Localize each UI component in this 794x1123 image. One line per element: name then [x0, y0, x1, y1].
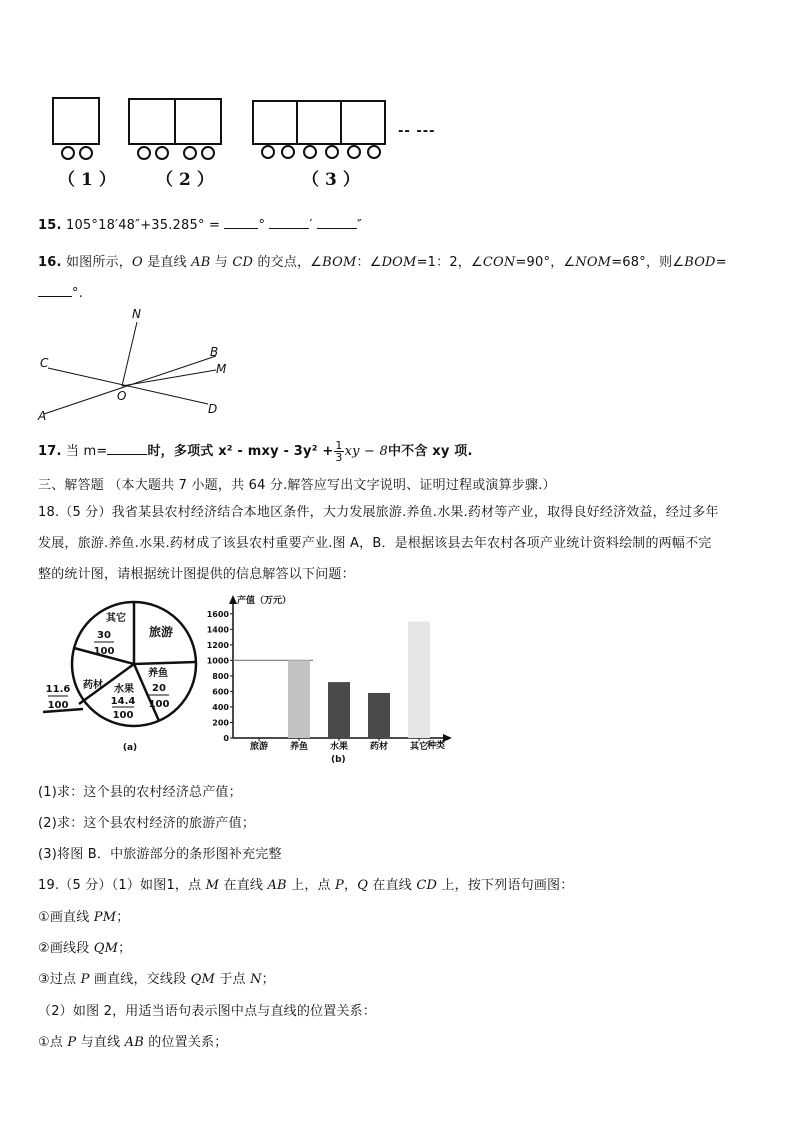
- q19-step-3: [38, 968, 275, 987]
- pie-value-herb-num: 11.6: [45, 684, 71, 695]
- label-B: B: [210, 345, 219, 359]
- label-N: N: [132, 307, 141, 321]
- question-number: 16.: [38, 255, 62, 270]
- question-19: [38, 874, 573, 893]
- bar-chart: [205, 592, 460, 767]
- question-number: 17.: [38, 444, 62, 459]
- answer-blank[interactable]: [224, 216, 258, 229]
- q19-part-2: （2）如图 2，用适当语句表示图中点与直线的位置关系：: [38, 1004, 377, 1019]
- q19-text: ，: [344, 878, 358, 893]
- step-text: 与直线: [76, 1035, 125, 1050]
- pie-value-herb-den: 100: [47, 700, 69, 711]
- step-text: 的位置关系；: [143, 1035, 228, 1050]
- wheel: [202, 147, 214, 159]
- q17-text: 当 m=: [65, 444, 108, 459]
- cart-label-2: （2）: [156, 170, 220, 190]
- angle-BOD: BOD: [684, 255, 716, 270]
- step-text: ①点: [38, 1035, 68, 1050]
- fraction-numerator: 1: [335, 439, 343, 452]
- wheel: [138, 147, 150, 159]
- angle-NOM: NOM: [575, 255, 612, 270]
- y-tick-label: 400: [212, 702, 229, 712]
- wheel: [348, 146, 360, 158]
- wheel: [282, 146, 294, 158]
- q18-line-2: 发展，旅游.养鱼.水果.药材成了该县农村重要产业.图 A，B．是根据该县去年农村各项产业统计资料绘制的两幅不完: [38, 536, 712, 551]
- y-tick-label: 200: [212, 718, 229, 728]
- cart-2-box: [175, 99, 221, 144]
- q19-step-2: [38, 937, 131, 956]
- x-tick-label: 水果: [329, 742, 349, 752]
- question-16: [38, 251, 727, 270]
- q18-sub-2: (2)求：这个县农村经济的旅游产值；: [38, 816, 256, 831]
- x-axis-label: 种类: [427, 741, 446, 751]
- q15-expression: 105°18′48″+35.285° =: [65, 218, 221, 233]
- q18-sub-1: (1)求：这个县的农村经济总产值；: [38, 785, 242, 800]
- wheel: [156, 147, 168, 159]
- wheel: [80, 147, 92, 159]
- q19-text: 在直线: [368, 878, 417, 893]
- wheel: [62, 147, 74, 159]
- x-tick-label: 其它: [409, 742, 429, 752]
- q16-text: 如图所示，: [65, 255, 132, 270]
- q18-sub-3: (3)将图 B．中旅游部分的条形图补充完整: [38, 847, 282, 862]
- pie-label-other: 其它: [106, 613, 126, 624]
- cart-2-box: [129, 99, 175, 144]
- line-AB: AB: [124, 1035, 144, 1050]
- cart-3-box: [297, 101, 341, 144]
- bar-chart-caption: (b): [331, 755, 346, 765]
- q16-tail: °.: [72, 286, 84, 301]
- angle-figure: [30, 300, 250, 425]
- cart-3-box: [253, 101, 297, 144]
- answer-blank[interactable]: [269, 216, 309, 229]
- pie-label-tourism: 旅游: [148, 625, 174, 639]
- point-P: P: [80, 972, 90, 987]
- pie-label-fruit: 水果: [114, 684, 134, 695]
- cart-label-1: （1）: [58, 170, 122, 190]
- pie-value-fish-den: 100: [148, 699, 170, 710]
- q19-text: 在直线: [219, 878, 268, 893]
- line-PM: PM: [93, 910, 117, 925]
- q16-text: 的交点，∠: [253, 255, 323, 270]
- y-tick-label: 600: [212, 687, 229, 697]
- point-P: P: [67, 1035, 77, 1050]
- line-AB: AB: [267, 878, 287, 893]
- y-tick-label: 0: [223, 734, 229, 743]
- step-text: ；: [261, 972, 275, 987]
- x-tick-label: 旅游: [249, 742, 269, 752]
- angle-BOM: BOM: [322, 255, 357, 270]
- q18-line-1: 18.（5 分）我省某县农村经济结合本地区条件，大力发展旅游.养鱼.水果.药材等产业，取得良好经济效益，经过多年: [38, 505, 719, 520]
- bar-1: [288, 660, 310, 738]
- angle-DOM: DOM: [381, 255, 417, 270]
- answer-blank[interactable]: [38, 284, 72, 297]
- bar-4: [408, 622, 430, 738]
- q19-text: 上，点: [286, 878, 336, 893]
- point-O: O: [132, 255, 143, 270]
- q19-step-1: [38, 906, 129, 925]
- pie-value-other-den: 100: [93, 646, 115, 657]
- pie-label-herb: 药材: [83, 680, 103, 691]
- question-17: [38, 440, 473, 464]
- line-AB: AB: [191, 255, 211, 270]
- y-tick-label: 1400: [206, 625, 229, 635]
- cart-3-box: [341, 101, 385, 144]
- ray-OM: [122, 370, 216, 386]
- label-A: A: [38, 409, 47, 423]
- point-P: P: [335, 878, 344, 893]
- label-M: M: [216, 362, 227, 376]
- pie-value-fruit-num: 14.4: [110, 696, 136, 707]
- step-text: 于点: [215, 972, 251, 987]
- point-N: N: [250, 972, 262, 987]
- bar-3: [368, 693, 390, 738]
- q19-step-4: [38, 1031, 228, 1050]
- question-number: 15.: [38, 218, 62, 233]
- wheel: [184, 147, 196, 159]
- ellipsis: -- ---: [398, 124, 436, 139]
- section-heading: 三、解答题 （本大题共 7 小题，共 64 分.解答应写出文字说明、证明过程或演算步骤.）: [38, 478, 556, 493]
- wheel: [262, 146, 274, 158]
- q19-text: 19.（5 分）（1）如图1，点: [38, 878, 206, 893]
- wheel: [326, 146, 338, 158]
- line-CD: CD: [416, 878, 438, 893]
- fraction-denominator: 3: [335, 451, 343, 464]
- step-text: 画直线，交线段: [89, 972, 191, 987]
- q19-text: 上，按下列语句画图：: [437, 878, 574, 893]
- wheel: [304, 146, 316, 158]
- x-tick-label: 药材: [369, 742, 389, 752]
- q16-text: =: [715, 255, 727, 270]
- angle-CON: CON: [482, 255, 516, 270]
- q18-line-3: 整的统计图，请根据统计图提供的信息解答以下问题：: [38, 567, 355, 582]
- line-CD: [48, 368, 208, 404]
- label-O: O: [117, 389, 127, 403]
- x-tick-label: 养鱼: [289, 742, 309, 752]
- q16-text: =68°，则∠: [611, 255, 685, 270]
- question-16-answer: [38, 284, 83, 301]
- fraction-one-third: [334, 440, 343, 463]
- pie-value-fruit-den: 100: [112, 710, 134, 721]
- pie-chart: [38, 596, 204, 756]
- q16-text: 是直线: [142, 255, 192, 270]
- y-tick-label: 1000: [206, 656, 229, 666]
- label-D: D: [208, 402, 218, 416]
- pie-label-fish: 养鱼: [148, 668, 168, 679]
- pie-value-fish-num: 20: [152, 683, 166, 694]
- pie-value-other-num: 30: [97, 630, 111, 641]
- wheel: [368, 146, 380, 158]
- point-Q: Q: [357, 878, 369, 893]
- q16-text: =90°，∠: [515, 255, 576, 270]
- step-text: ②画线段: [38, 941, 94, 956]
- answer-blank[interactable]: [317, 216, 357, 229]
- unit: ′: [309, 218, 313, 233]
- y-axis-arrow: [229, 595, 237, 604]
- q16-text: 与: [210, 255, 233, 270]
- y-axis-label: 产值（万元）: [237, 596, 292, 606]
- step-text: ①画直线: [38, 910, 94, 925]
- cart-label-3: （3）: [302, 170, 366, 190]
- bar-2: [328, 682, 350, 738]
- pie-caption: (a): [122, 743, 138, 753]
- segment-QM: QM: [93, 941, 119, 956]
- answer-blank[interactable]: [107, 442, 147, 455]
- ray-ON: [122, 322, 137, 386]
- segment-QM: QM: [190, 972, 215, 987]
- y-tick-label: 1600: [206, 609, 229, 619]
- y-tick-label: 800: [212, 671, 229, 681]
- step-text: ；: [118, 941, 132, 956]
- line-CD: CD: [232, 255, 254, 270]
- step-text: ③过点: [38, 972, 81, 987]
- q16-text: ：∠: [356, 255, 382, 270]
- q17-term: xy − 8: [344, 444, 388, 459]
- question-15: [38, 216, 362, 233]
- q16-text: =1：2，∠: [416, 255, 483, 270]
- q17-text: 中不含 xy 项.: [387, 444, 473, 459]
- label-C: C: [40, 356, 49, 370]
- q17-text: 时，多项式 x² - mxy - 3y² +: [147, 444, 334, 459]
- y-tick-label: 1200: [206, 640, 229, 650]
- unit: °: [258, 218, 266, 233]
- cart-1-box: [53, 98, 99, 144]
- point-M: M: [205, 878, 220, 893]
- unit: ″: [356, 218, 363, 233]
- step-text: ；: [116, 910, 130, 925]
